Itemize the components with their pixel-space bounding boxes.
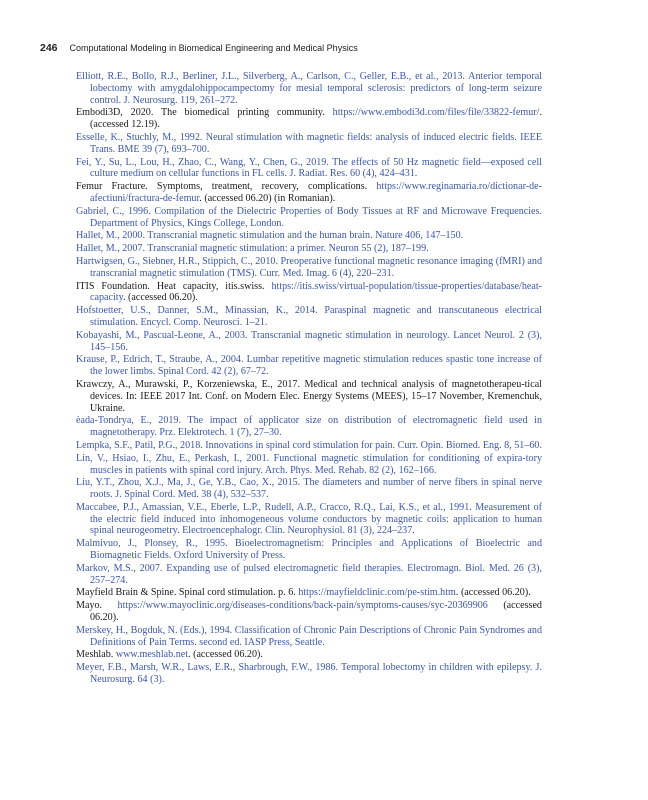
reference-entry <box>76 181 542 205</box>
reference-text: èada-Tondrya, E., 2019. The impact of applicator size on distribution of electromagnetic field used in magnetotherapy. Prz. Elektrotech. 1 (7), 27–30. <box>76 415 542 439</box>
reference-entry[interactable] <box>76 538 542 562</box>
reference-text: Krause, P., Edrich, T., Straube, A., 2004. Lumbar repetitive magnetic stimulation reduces spastic tone increase of the lower limbs. Spinal Cord. 42 (2), 67–72. <box>76 354 542 378</box>
reference-text: Maccabee, P.J., Amassian, V.E., Eberle, L.P., Rudell, A.P., Cracco, R.Q., Lai, K.S., et al., 1991. Measurement of the electric field induced into inhomogeneous volume conductors by magnetic coils: application to human spinal neurogeometry. Electroencephalogr. Clin. Neurophysiol. 81 (3), 224–237. <box>76 501 542 537</box>
reference-access-note: (accessed 06.20). <box>90 600 542 624</box>
reference-text: Elliott, R.E., Bollo, R.J., Berliner, J.L., Silverberg, A., Carlson, C., Geller, E.B., et al., 2013. Anterior temporal lobectomy with amygdalohippocampectomy for mesial temporal sclerosis: predictors of long-term seizure control. J. Neurosurg. 119, 261–272. <box>76 71 542 106</box>
reference-text: Gabriel, C., 1996. Compilation of the Dielectric Properties of Body Tissues at RF and Microwave Frequencies. Department of Physics, Kings College, London. <box>76 205 542 229</box>
reference-text: Mayo. <box>76 600 118 612</box>
reference-text: Merskey, H., Bogduk, N. (Eds.), 1994. Classification of Chronic Pain Descriptions of Chronic Pain Syndromes and Definitions of Pain Terms. second ed. IASP Press, Seattle. <box>76 624 542 648</box>
reference-entry[interactable] <box>76 440 542 452</box>
reference-list <box>76 71 542 687</box>
reference-text: ITIS Foundation. Heat capacity, itis.swiss. <box>76 280 272 292</box>
reference-entry[interactable] <box>76 354 542 378</box>
reference-entry[interactable] <box>76 256 542 280</box>
reference-entry[interactable] <box>76 415 542 439</box>
reference-text: Mayfield Brain & Spine. Spinal cord stimulation. p. 6. <box>76 587 299 599</box>
reference-entry[interactable] <box>76 662 542 686</box>
reference-text: Esselle, K., Stuchly, M., 1992. Neural stimulation with magnetic fields: analysis of induced electric fields. IEEE Trans. BME 39 (7), 693–700. <box>76 131 542 155</box>
reference-entry <box>76 379 542 414</box>
reference-text: Markov, M.S., 2007. Expanding use of pulsed electromagnetic field therapies. Electromagn. Biol. Med. 26 (3), 257–274. <box>76 562 542 586</box>
page-number: 246 <box>40 42 58 54</box>
reference-text: Embodi3D, 2020. The biomedical printing community. <box>76 107 333 119</box>
reference-text: Krawczy, A., Murawski, P., Korzeniewska, E., 2017. Medical and technical analysis of magnetotherapeu-tical devices. In: IEEE 2017 Int. Conf. on Modern Elec. Energy Systems (MEES), 15–17 November, Kremenchuk, Ukraine. <box>76 378 542 414</box>
reference-access-note: . (accessed 06.20). <box>122 292 198 304</box>
reference-entry <box>76 107 542 131</box>
reference-url-link[interactable]: https://www.embodi3d.com/files/file/33822-femur/ <box>332 107 540 119</box>
reference-entry[interactable] <box>76 477 542 501</box>
reference-text: Hartwigsen, G., Siebner, H.R., Stippich, C., 2010. Preoperative functional magnetic resonance imaging (fMRI) and transcranial magnetic stimulation (TMS). Curr. Med. Imag. 6 (4), 220–231. <box>76 255 542 279</box>
reference-entry[interactable] <box>76 453 542 477</box>
reference-entry <box>76 600 542 624</box>
reference-text: Femur Fracture. Symptoms, treatment, recovery, complications. <box>76 181 377 193</box>
reference-entry <box>76 281 542 305</box>
reference-access-note: . (accessed 06.20). <box>188 649 263 661</box>
reference-entry[interactable] <box>76 563 542 587</box>
running-header <box>40 42 600 54</box>
reference-text: Meshlab. <box>76 649 116 661</box>
reference-entry[interactable] <box>76 71 542 106</box>
reference-access-note: . (accessed 06.20) (in Romanian). <box>199 192 336 204</box>
reference-entry[interactable] <box>76 502 542 537</box>
reference-text: Liu, Y.T., Zhou, X.J., Ma, J., Ge, Y.B., Cao, X., 2015. The diameters and number of nerve fibers in spinal nerve roots. J. Spinal Cord. Med. 38 (4), 532–537. <box>76 477 542 501</box>
reference-url-link[interactable]: https://www.mayoclinic.org/diseases-conditions/back-pain/symptoms-causes/syc-20369906 <box>117 600 488 612</box>
reference-url-link[interactable]: www.meshlab.net <box>115 649 189 661</box>
reference-entry <box>76 649 542 661</box>
reference-text: Lempka, S.F., Patil, P.G., 2018. Innovations in spinal cord stimulation for pain. Curr. Opin. Biomed. Eng. 8, 51–60. <box>76 439 543 451</box>
reference-text: Fei, Y., Su, L., Lou, H., Zhao, C., Wang, Y., Chen, G., 2019. The effects of 50 Hz magnetic field—exposed cell culture medium on cellular functions in FL cells. J. Radiat. Res. 60 (4), 424–431. <box>76 156 542 180</box>
reference-entry[interactable] <box>76 625 542 649</box>
reference-text: Meyer, F.B., Marsh, W.R., Laws, E.R., Sharbrough, F.W., 1986. Temporal lobectomy in children with epilepsy. J. Neurosurg. 64 (3). <box>76 662 542 686</box>
reference-text: Hallet, M., 2000. Transcranial magnetic stimulation and the human brain. Nature 406, 147–150. <box>76 230 464 242</box>
reference-entry[interactable] <box>76 206 542 230</box>
reference-url-link[interactable]: https://mayfieldclinic.com/pe-stim.htm <box>298 587 456 599</box>
reference-text: Lin, V., Hsiao, I., Zhu, E., Perkash, I., 2001. Functional magnetic stimulation for conditioning of expira-tory muscles in patients with spinal cord injury. Arch. Phys. Med. Rehab. 82 (2), 162–166. <box>76 452 542 476</box>
running-title: Computational Modeling in Biomedical Engineering and Medical Physics <box>69 43 358 53</box>
reference-text: Kobayashi, M., Pascual-Leone, A., 2003. Transcranial magnetic stimulation in neurology. Lancet Neurol. 2 (3), 145–156. <box>76 329 542 353</box>
reference-text: Hofstoetter, U.S., Danner, S.M., Minassian, K., 2014. Paraspinal magnetic and transcutaneous electrical stimulation. Encycl. Comp. Neurosci. 1–21. <box>76 305 542 328</box>
reference-entry[interactable] <box>76 243 542 255</box>
reference-entry[interactable] <box>76 230 542 242</box>
reference-url-link[interactable]: https://itis.swiss/virtual-population/tissue-properties/database/heat-capacity <box>90 280 542 304</box>
reference-access-note: . (accessed 12.19). <box>90 107 542 131</box>
reference-text: Hallet, M., 2007. Transcranial magnetic stimulation: a primer. Neuron 55 (2), 187–199. <box>76 243 429 255</box>
reference-entry[interactable] <box>76 305 542 329</box>
reference-entry[interactable] <box>76 157 542 181</box>
reference-entry[interactable] <box>76 132 542 156</box>
reference-text: Malmivuo, J., Plonsey, R., 1995. Bioelectromagnetism: Principles and Applications of Bioelectric and Biomagnetic Fields. Oxford University of Press. <box>76 538 542 562</box>
reference-entry[interactable] <box>76 330 542 354</box>
reference-entry <box>76 587 542 599</box>
reference-url-link[interactable]: https://www.reginamaria.ro/dictionar-de-afectiuni/fractura-de-femur <box>90 181 542 204</box>
reference-access-note: . (accessed 06.20). <box>455 587 531 599</box>
